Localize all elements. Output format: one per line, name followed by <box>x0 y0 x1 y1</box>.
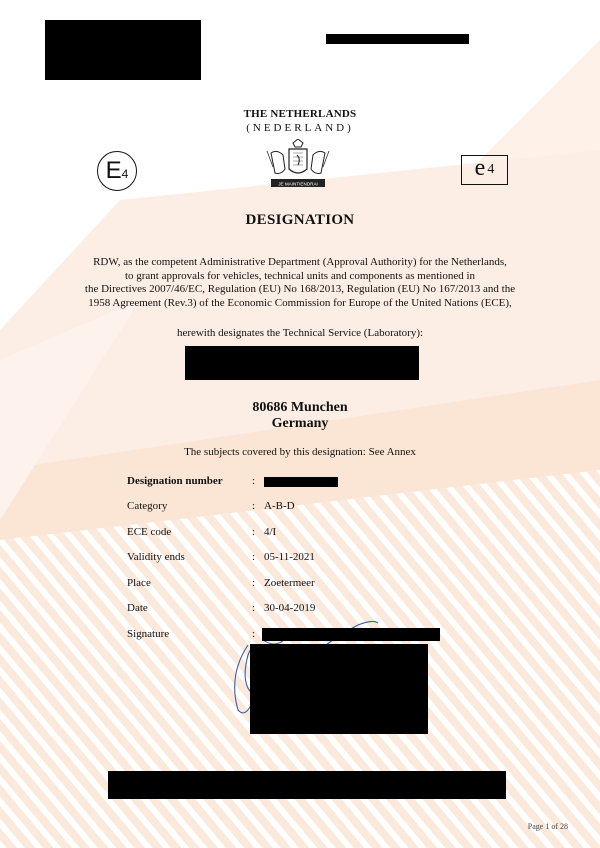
redaction-block <box>262 628 440 641</box>
e-mark-rectangle <box>461 155 508 185</box>
redaction-block <box>250 644 428 734</box>
field-colon: : <box>252 628 256 640</box>
intro-line: the Directives 2007/46/EC, Regulation (EU) No 168/2013, Regulation (EU) No 167/2013 and the <box>84 283 516 295</box>
document-title: DESIGNATION <box>245 212 355 228</box>
intro-paragraph <box>60 256 540 310</box>
e-mark-letter: E <box>105 157 122 184</box>
field-label: ECE code <box>127 526 172 538</box>
intro-line: RDW, as the competent Administrative Department (Approval Authority) for the Netherlands, <box>93 256 507 268</box>
e-mark-letter: e <box>474 155 486 181</box>
e-mark-number: 4 <box>487 162 495 177</box>
page-number: Page 1 of 28 <box>527 822 568 831</box>
address-country: Germany <box>271 416 329 431</box>
field-value: 4/I <box>264 526 277 538</box>
redaction-block <box>108 771 506 799</box>
field-label: Date <box>127 602 148 614</box>
intro-line: 1958 Agreement (Rev.3) of the Economic Commission for Europe of the United Nations (ECE), <box>88 296 512 309</box>
field-value: A-B-D <box>264 500 295 512</box>
field-value: 30-04-2019 <box>264 602 316 614</box>
field-label: Designation number <box>127 475 223 487</box>
field-label: Place <box>127 577 151 589</box>
address-block <box>0 400 600 432</box>
field-colon: : <box>252 475 256 487</box>
country-heading: THE NETHERLANDS <box>243 108 357 120</box>
address-city: 80686 Munchen <box>252 400 348 415</box>
field-label: Validity ends <box>127 551 185 563</box>
field-colon: : <box>252 602 256 614</box>
e-mark-circle <box>97 151 137 191</box>
field-value: Zoetermeer <box>264 577 315 589</box>
redaction-block <box>45 20 201 80</box>
field-label: Signature <box>127 628 170 640</box>
field-colon: : <box>252 500 256 512</box>
redaction-block <box>185 346 419 380</box>
crest-motto: JE MAINTIENDRAI <box>278 181 318 187</box>
redaction-block <box>264 477 338 487</box>
intro-line: to grant approvals for vehicles, technical units and components as mentioned in <box>124 269 476 282</box>
field-colon: : <box>252 577 256 589</box>
field-value: 05-11-2021 <box>264 551 315 563</box>
e-mark-number: 4 <box>121 167 129 181</box>
field-label: Category <box>127 500 168 512</box>
designates-statement: herewith designates the Technical Service (Laboratory): <box>176 327 424 339</box>
subjects-statement: The subjects covered by this designation: See Annex <box>184 446 416 458</box>
country-native-name: (NEDERLAND) <box>246 122 354 134</box>
field-colon: : <box>252 526 256 538</box>
field-colon: : <box>252 551 256 563</box>
coat-of-arms-icon <box>263 139 333 195</box>
redaction-block <box>326 34 469 44</box>
